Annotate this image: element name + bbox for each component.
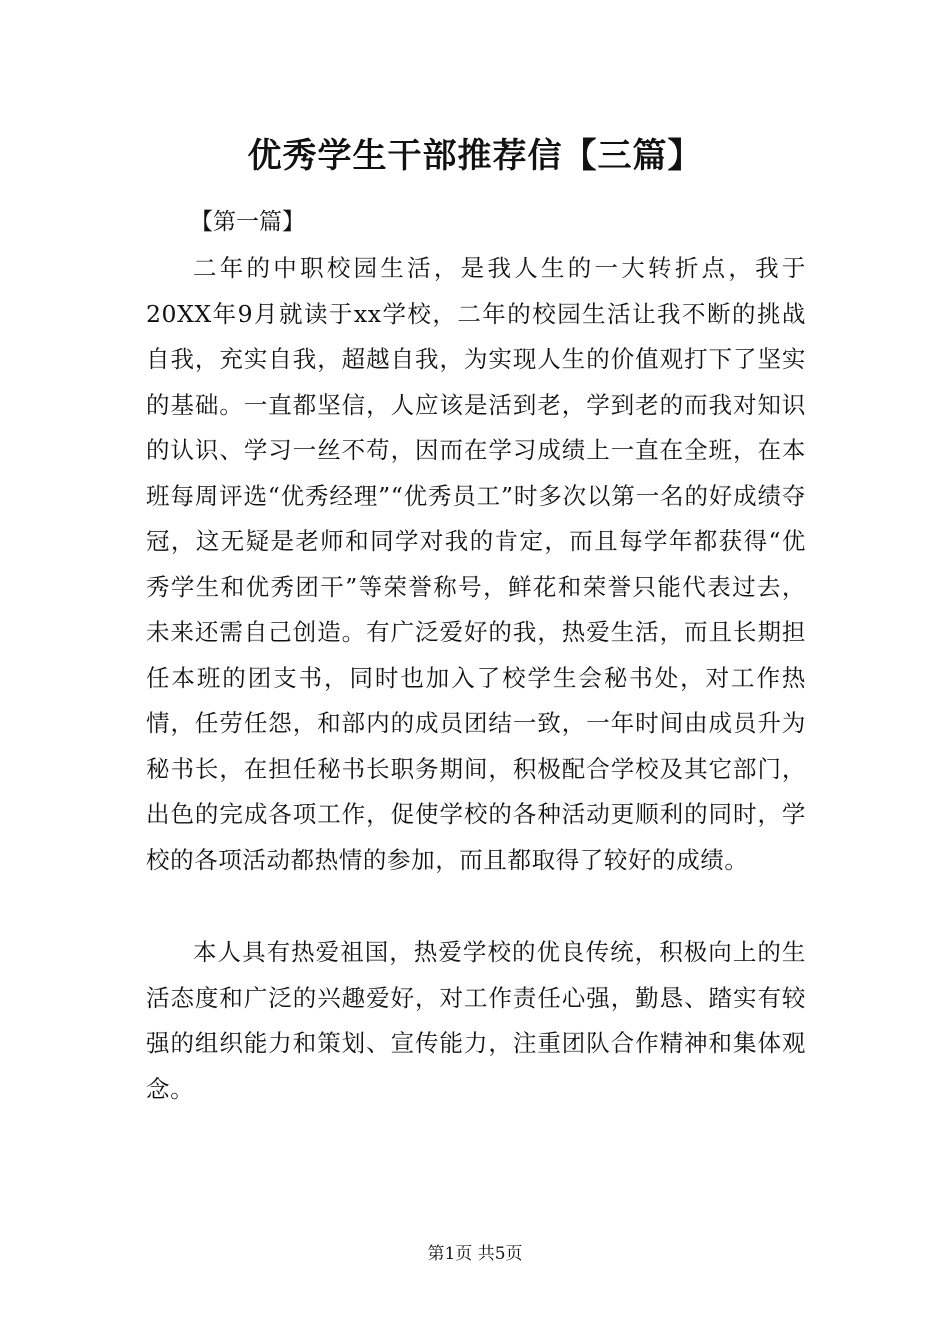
page-indicator: 第1页 共5页 <box>427 1244 523 1264</box>
section-label: 【第一篇】 <box>190 209 305 235</box>
body-paragraph-1: 二年的中职校园生活，是我人生的一大转折点，我于20XX年9月就读于xx学校，二年的校园生活让我不断的挑战自我，充实自我，超越自我，为实现人生的价值观打下了坚实的基础。一直都坚信，人应该是活到老，学到老的而我对知识的认识、学习一丝不苟，因而在学习成绩上一直在全班，在本班每周评选“优秀经理”“优秀员工”时多次以第一名的好成绩夺冠，这无疑是老师和同学对我的肯定，而且每学年都获得“优秀学生和优秀团干”等荣誉称号，鲜花和荣誉只能代表过去，未来还需自己创造。有广泛爱好的我，热爱生活，而且长期担任本班的团支书，同时也加入了校学生会秘书处，对工作热情，任劳任怨，和部内的成员团结一致，一年时间由成员升为秘书长，在担任秘书长职务期间，积极配合学校及其它部门，出色的完成各项工作，促使学校的各种活动更顺利的同时，学校的各项活动都热情的参加，而且都取得了较好的成绩。 <box>146 254 806 874</box>
body-paragraph-2: 本人具有热爱祖国，热爱学校的优良传统，积极向上的生活态度和广泛的兴趣爱好，对工作责任心强，勤恳、踏实有较强的组织能力和策划、宣传能力，注重团队合作精神和集体观念。 <box>146 938 806 1103</box>
document-title: 优秀学生干部推荐信【三篇】 <box>247 136 703 176</box>
